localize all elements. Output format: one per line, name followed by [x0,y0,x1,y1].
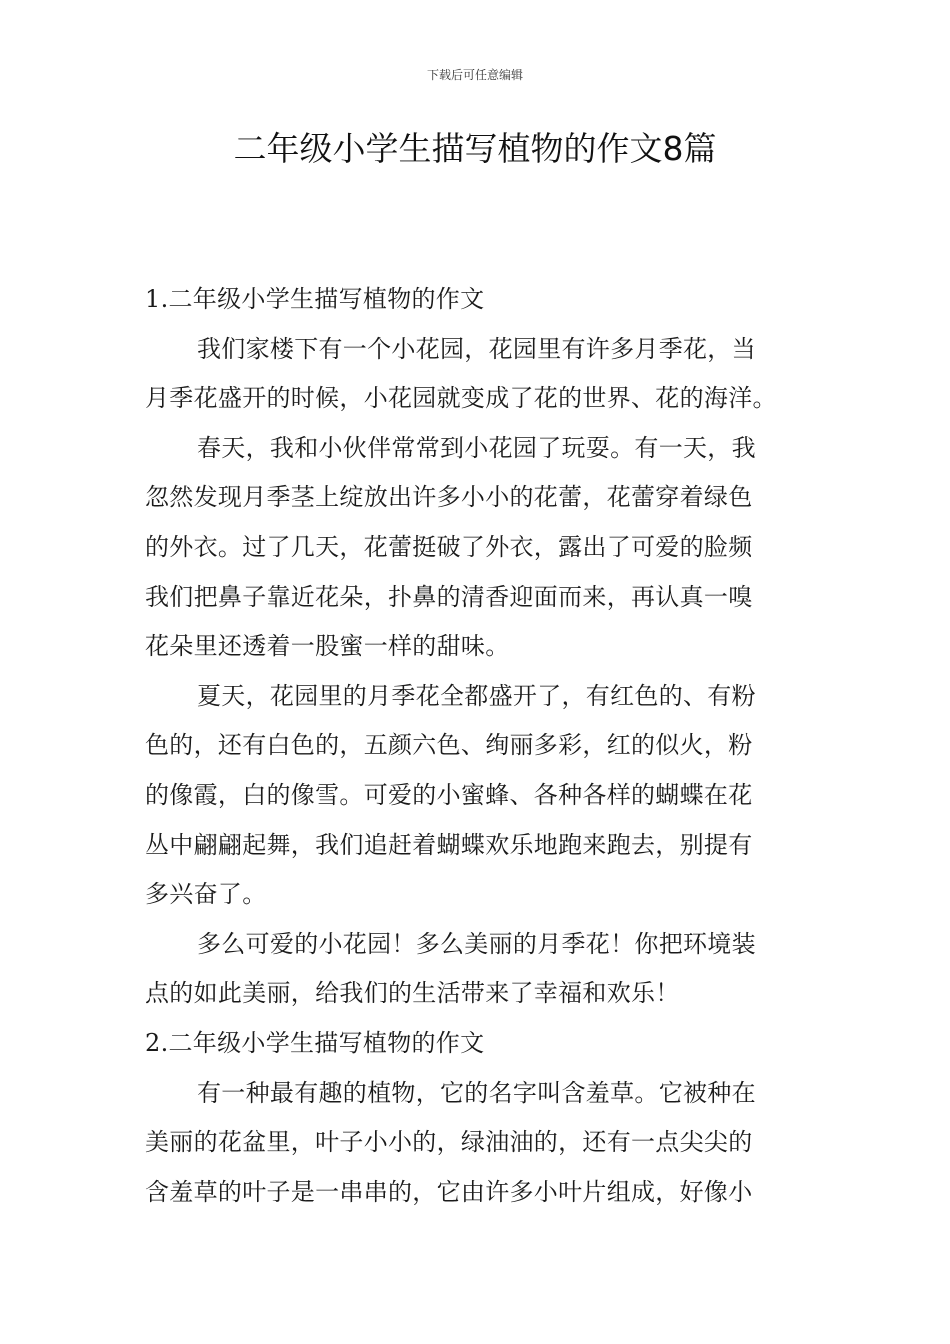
text-line: 丛中翩翩起舞，我们追赶着蝴蝶欢乐地跑来跑去，别提有 [145,830,753,859]
text-line: 含羞草的叶子是一串串的，它由许多小叶片组成，好像小 [145,1177,753,1206]
text-line: 忽然发现月季茎上绽放出许多小小的花蕾，花蕾穿着绿色 [145,483,753,512]
text-line: 我们家楼下有一个小花园，花园里有许多月季花，当 [197,334,756,363]
text-line: 美丽的花盆里，叶子小小的，绿油油的，还有一点尖尖的 [145,1128,753,1157]
text-line: 有一种最有趣的植物，它的名字叫含羞草。它被种在 [197,1078,756,1107]
text-line: 春天，我和小伙伴常常到小花园了玩耍。有一天，我 [197,433,756,462]
text-line: 1.二年级小学生描写植物的作文 [145,285,485,313]
text-line: 的外衣。过了几天，花蕾挺破了外衣，露出了可爱的脸频 [145,532,753,561]
text-line: 多么可爱的小花园！多么美丽的月季花！你把环境装 [197,929,756,958]
text-line: 的像霞，白的像雪。可爱的小蜜蜂、各种各样的蝴蝶在花 [145,780,753,809]
text-line: 多兴奋了。 [145,880,267,909]
text-line: 月季花盛开的时候，小花园就变成了花的世界、花的海洋。 [145,384,777,413]
text-line: 花朵里还透着一股蜜一样的甜味。 [145,632,510,661]
text-line: 点的如此美丽，给我们的生活带来了幸福和欢乐！ [145,979,680,1008]
document-title: 二年级小学生描写植物的作文8篇 [233,129,717,168]
page-header-note: 下载后可任意编辑 [426,68,523,82]
text-line: 色的，还有白色的，五颜六色、绚丽多彩，红的似火，粉 [145,731,753,760]
text-line: 夏天，花园里的月季花全都盛开了，有红色的、有粉 [197,681,756,710]
text-line: 我们把鼻子靠近花朵，扑鼻的清香迎面而来，再认真一嗅 [145,582,753,611]
text-line: 2.二年级小学生描写植物的作文 [145,1028,485,1057]
document-body [145,275,810,1217]
